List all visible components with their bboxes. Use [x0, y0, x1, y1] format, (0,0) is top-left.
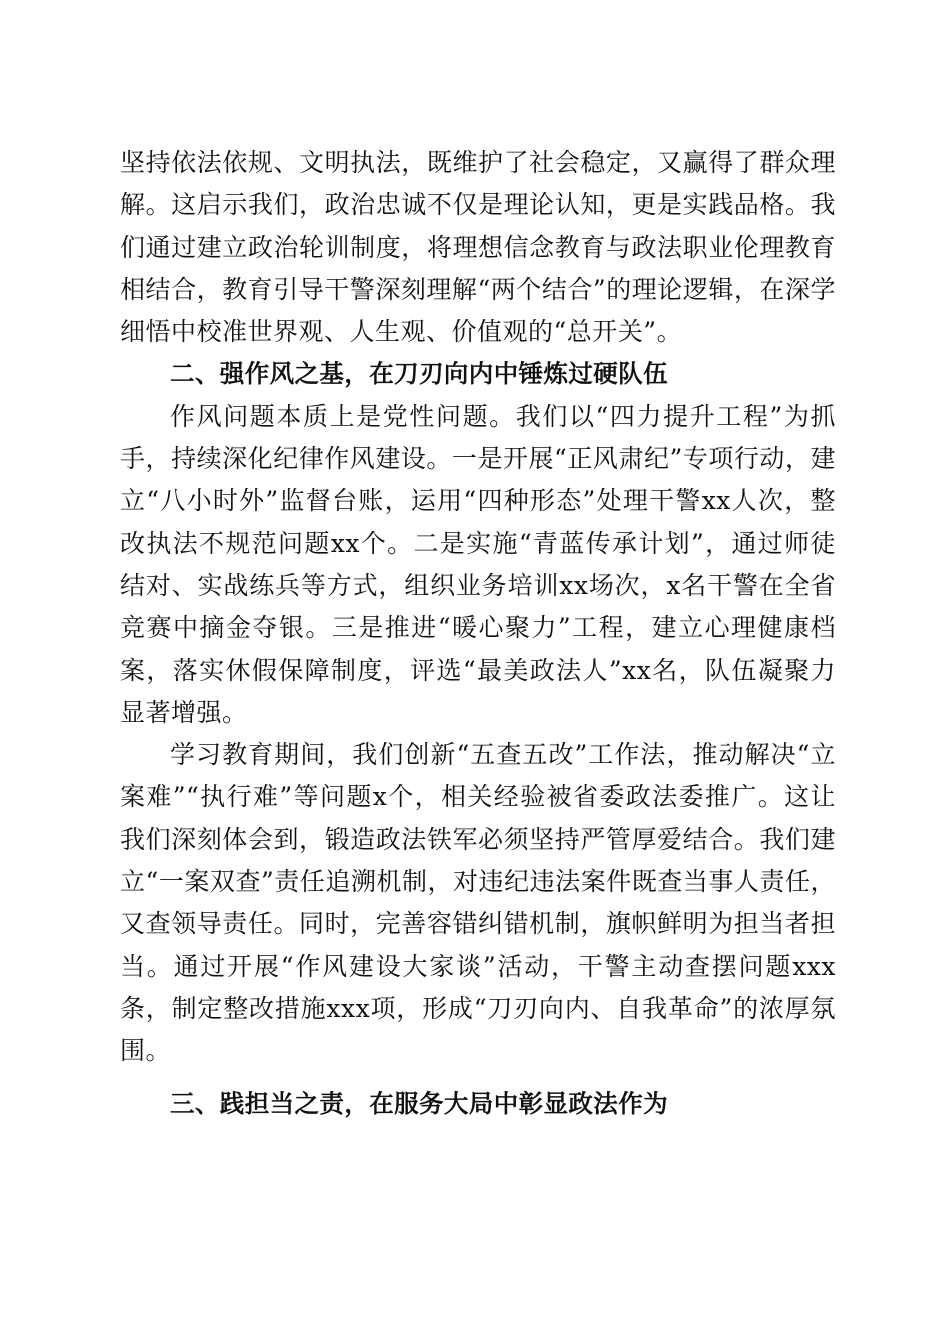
paragraph-work-style: 作风问题本质上是党性问题。我们以“四力提升工程”为抓手，持续深化纪律作风建设。一是开展“正风肃纪”专项行动，建立“八小时外”监督台账，运用“四种形态”处理干警xx人次，整改执法不规范问题xx个。二是实施“青蓝传承计划”，通过师徒结对、实战练兵等方式，组织业务培训xx场次，x名干警在全省竞赛中摘金夺银。三是推进“暖心聚力”工程，建立心理健康档案，落实休假保障制度，评选“最美政法人”xx名，队伍凝聚力显著增强。: [120, 401, 836, 727]
section-heading-3: 三、践担当之责，在服务大局中彰显政法作为: [170, 1088, 668, 1118]
paragraph-learning-education: 学习教育期间，我们创新“五查五改”工作法，推动解决“立案难”“执行难”等问题x个，相关经验被省委政法委推广。这让我们深刻体会到，锻造政法铁军必须坚持严管厚爱结合。我们建立“一案双查”责任追溯机制，对违纪违法案件既查当事人责任，又查领导责任。同时，完善容错纠错机制，旗帜鲜明为担当者担当。通过开展“作风建设大家谈”活动，干警主动查摆问题xxx条，制定整改措施xxx项，形成“刀刃向内、自我革命”的浓厚氛围。: [120, 740, 836, 1066]
document-page: [120, 142, 836, 1125]
paragraph-continuation: 坚持依法依规、文明执法，既维护了社会稳定，又赢得了群众理解。这启示我们，政治忠诚不仅是理论认知，更是实践品格。我们通过建立政治轮训制度，将理想信念教育与政法职业伦理教育相结合，教育引导干警深刻理解“两个结合”的理论逻辑，在深学细悟中校准世界观、人生观、价值观的“总开关”。: [120, 148, 836, 347]
section-heading-2: 二、强作风之基，在刀刃向内中锤炼过硬队伍: [170, 359, 668, 389]
